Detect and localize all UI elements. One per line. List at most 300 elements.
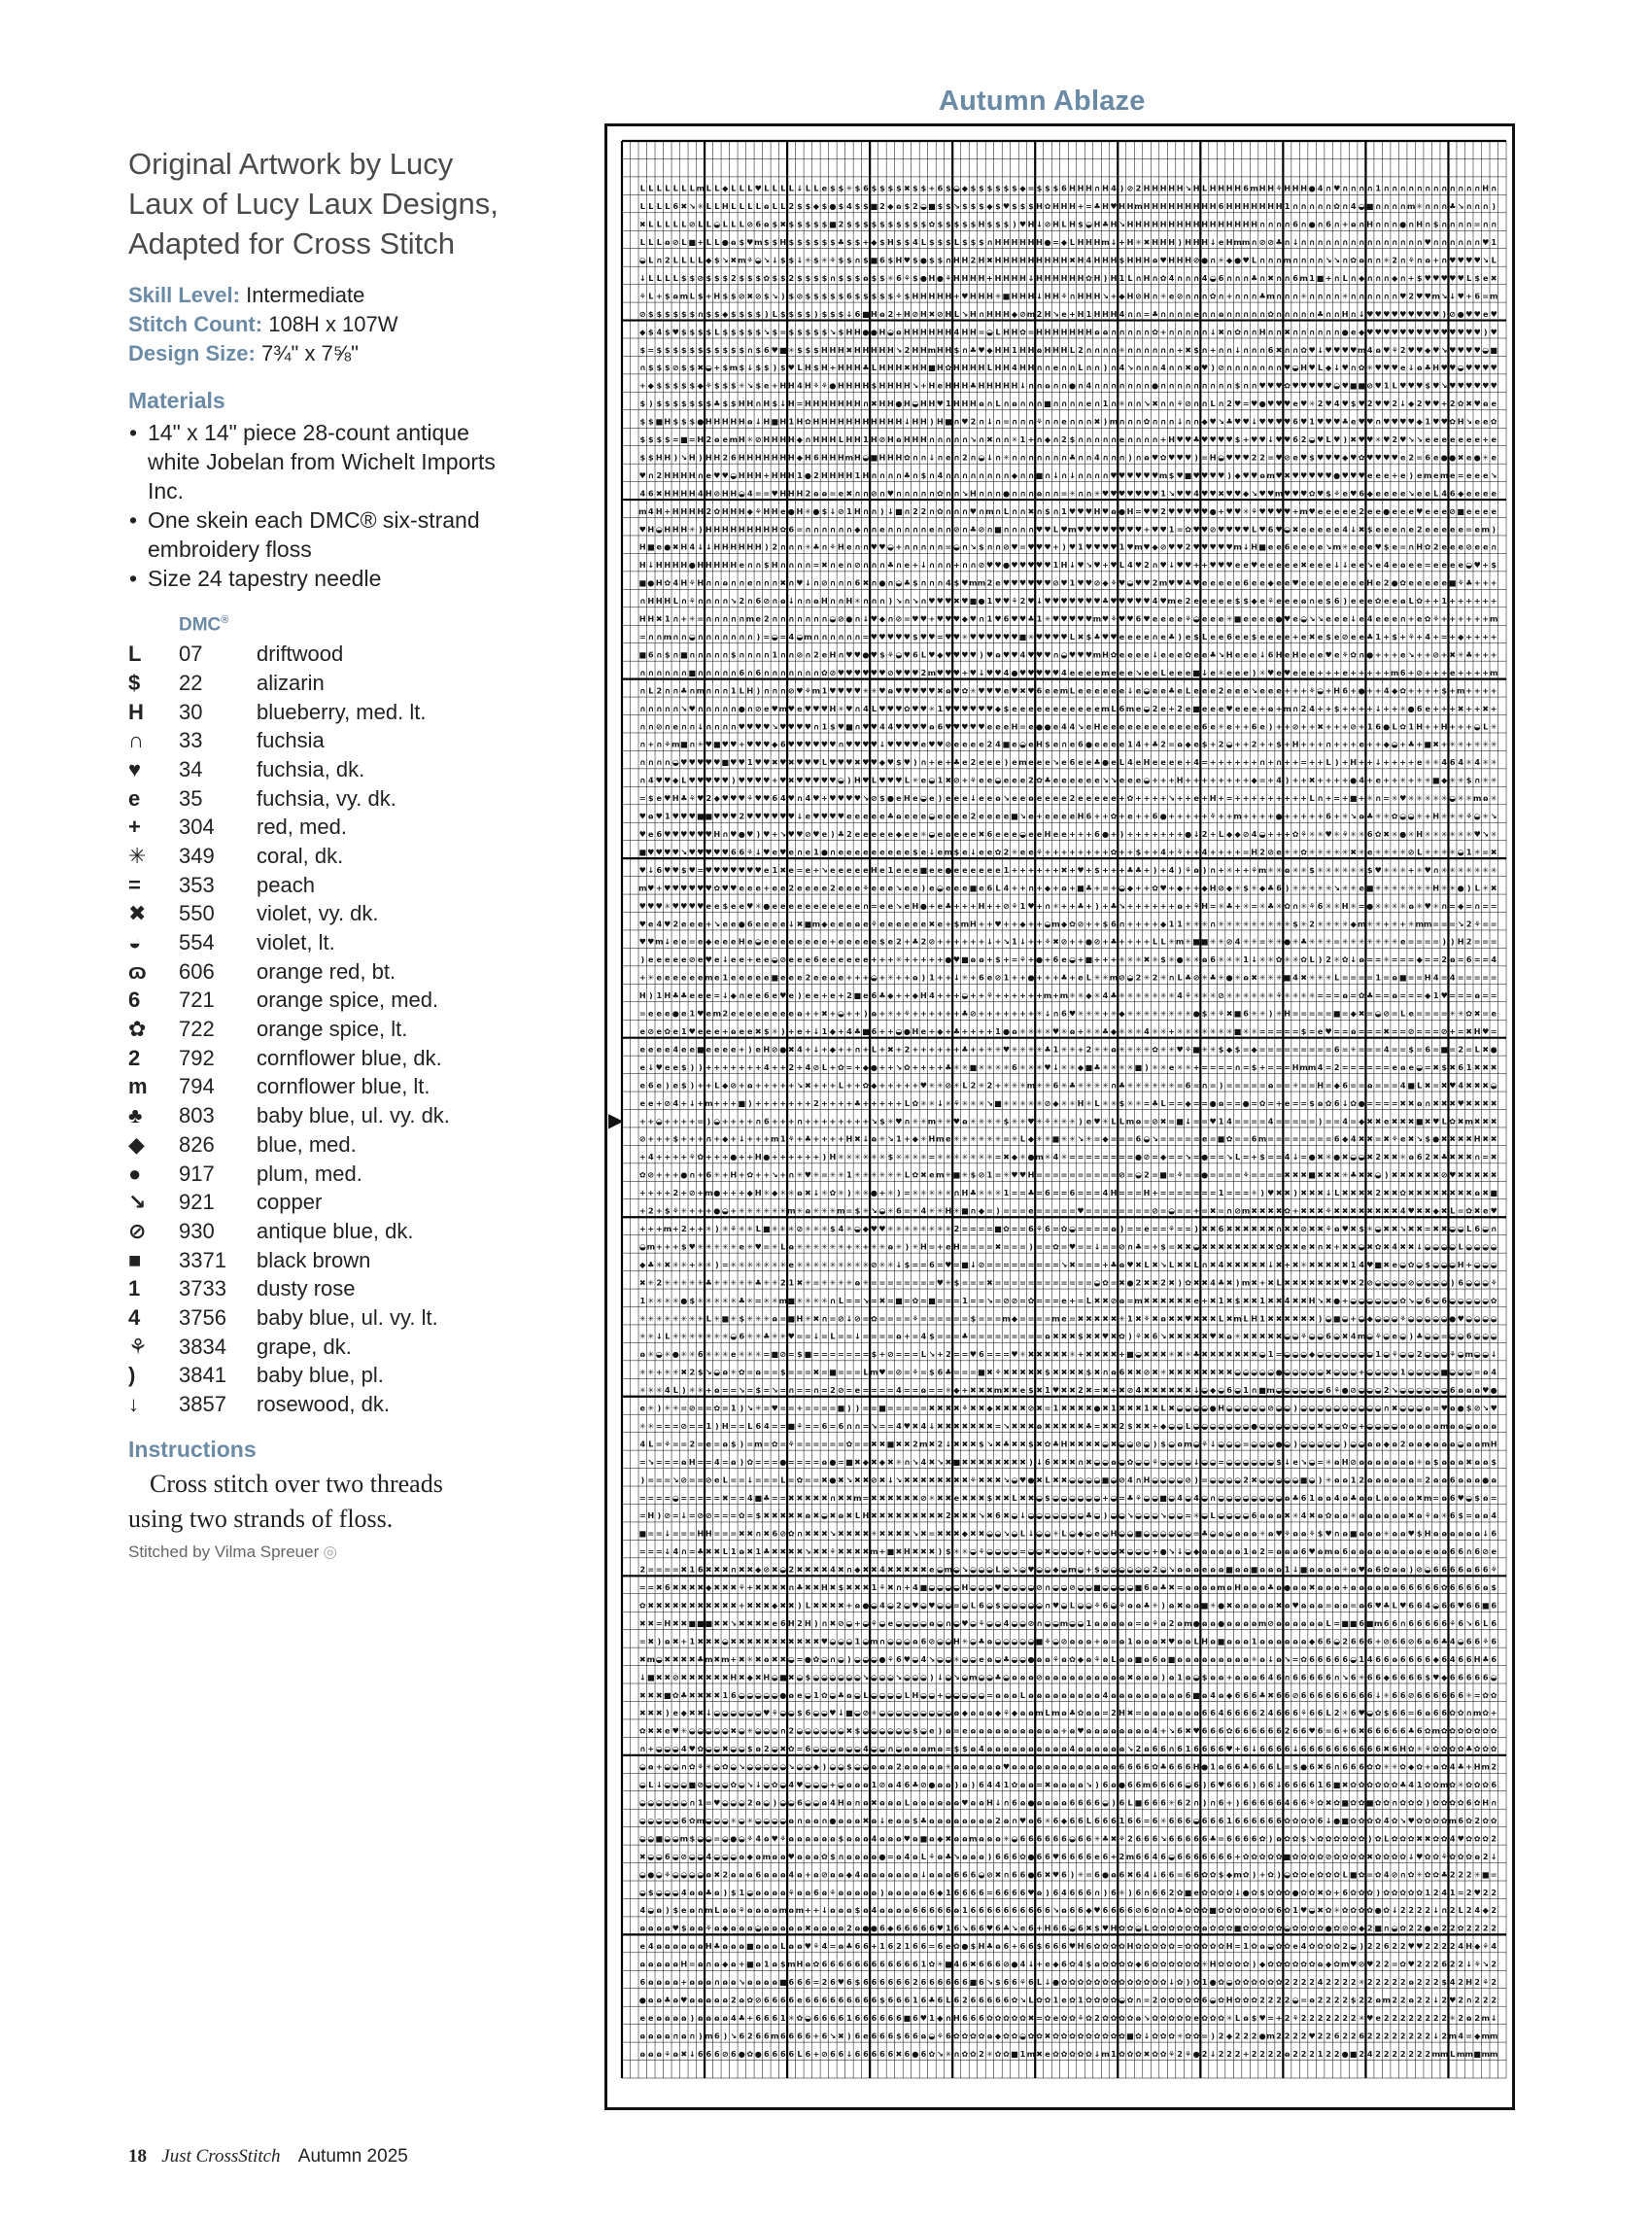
svg-text:∩: ∩ (1432, 201, 1439, 211)
svg-text:⊘: ⊘ (929, 937, 936, 947)
svg-text:✳: ✳ (697, 201, 704, 211)
svg-text:+: + (1432, 596, 1439, 606)
svg-text:H: H (846, 381, 853, 391)
svg-text:⊘: ⊘ (1408, 848, 1415, 857)
svg-text:4: 4 (698, 488, 704, 498)
svg-text:∩: ∩ (1052, 453, 1059, 463)
svg-text:∩: ∩ (1333, 291, 1340, 300)
svg-text:✖: ✖ (821, 560, 828, 570)
svg-text:L: L (714, 184, 719, 193)
svg-text:4: 4 (648, 776, 654, 785)
svg-text:♥: ♥ (1159, 560, 1166, 570)
svg-text:∩: ∩ (1061, 740, 1068, 749)
svg-text:⚘: ⚘ (1209, 812, 1216, 821)
svg-text:ɷ: ɷ (1103, 327, 1109, 336)
svg-text:e: e (797, 901, 803, 911)
svg-text:H: H (1144, 291, 1151, 300)
svg-text:H: H (929, 273, 936, 283)
svg-text:H: H (1003, 381, 1010, 391)
svg-text:∩: ∩ (1135, 417, 1142, 427)
svg-text:∩: ∩ (747, 596, 754, 606)
svg-text:=: = (871, 901, 878, 911)
svg-text:↓: ↓ (846, 309, 853, 319)
svg-text:H: H (846, 434, 853, 444)
svg-text:+: + (656, 291, 663, 300)
svg-text:∩: ∩ (1342, 201, 1349, 211)
svg-text:H: H (763, 524, 770, 534)
svg-text:L: L (872, 363, 877, 372)
svg-text:m: m (638, 506, 646, 516)
svg-text:⚘: ⚘ (887, 650, 894, 660)
svg-text:♥: ♥ (1425, 273, 1431, 283)
svg-text:e: e (987, 973, 993, 983)
svg-text:+: + (639, 381, 646, 391)
svg-text:e: e (979, 883, 984, 892)
svg-text:$: $ (912, 578, 918, 588)
svg-text:♥: ♥ (1317, 488, 1324, 498)
svg-text:2: 2 (813, 470, 819, 480)
svg-text:◆: ◆ (962, 614, 969, 624)
key-color-name: coral, dk. (257, 844, 517, 869)
svg-text:∩: ∩ (755, 578, 762, 588)
svg-text:2: 2 (971, 417, 977, 427)
svg-text:e: e (1136, 757, 1142, 767)
svg-text:$: $ (780, 256, 786, 265)
key-dmc-number: 22 (179, 671, 257, 696)
svg-text:♥: ♥ (1325, 417, 1331, 427)
svg-text:✳: ✳ (1309, 848, 1316, 857)
svg-text:H: H (863, 417, 870, 427)
svg-text:e: e (723, 919, 729, 928)
svg-text:◆: ◆ (1367, 488, 1374, 498)
svg-text:4: 4 (1202, 273, 1208, 283)
svg-text:✿: ✿ (713, 506, 720, 516)
svg-text:●: ● (1069, 381, 1076, 391)
svg-text:♥: ♥ (706, 829, 712, 839)
svg-text:∩: ∩ (714, 721, 721, 731)
svg-text:♥: ♥ (1267, 488, 1274, 498)
svg-text:$: $ (813, 363, 819, 372)
svg-text:+: + (1218, 865, 1224, 875)
svg-text:♥: ♥ (821, 704, 828, 713)
svg-text:♥: ♥ (895, 632, 902, 642)
svg-text:✳: ✳ (1094, 973, 1101, 983)
svg-text:e: e (1243, 668, 1249, 677)
svg-text:L: L (740, 685, 744, 695)
svg-text:=: = (1482, 291, 1489, 300)
svg-text:$: $ (689, 381, 695, 391)
svg-text:1: 1 (797, 470, 803, 480)
svg-text:♥: ♥ (1383, 327, 1390, 336)
svg-text:+: + (1036, 937, 1043, 947)
svg-text:∩: ∩ (1152, 632, 1158, 642)
svg-text:✳: ✳ (1342, 883, 1349, 892)
svg-text:e: e (962, 757, 968, 767)
svg-text:↓: ↓ (788, 919, 795, 928)
svg-text:1: 1 (1020, 901, 1026, 911)
svg-text:∩: ∩ (1019, 453, 1026, 463)
svg-text:H: H (912, 345, 919, 355)
svg-text:∩: ∩ (1177, 309, 1184, 319)
svg-text:e: e (1466, 434, 1472, 444)
svg-text:H: H (1127, 256, 1134, 265)
key-dmc-number: 794 (179, 1074, 257, 1099)
svg-text:e: e (1342, 488, 1348, 498)
svg-text:e: e (1119, 740, 1125, 749)
svg-text:∩: ∩ (1127, 327, 1134, 336)
svg-text:⚘: ⚘ (1251, 506, 1257, 516)
svg-text:↘: ↘ (1465, 417, 1472, 427)
svg-text:◆: ◆ (1201, 883, 1208, 892)
svg-text:e: e (1458, 434, 1463, 444)
svg-text:+: + (1432, 668, 1439, 677)
svg-text:♥: ♥ (1416, 381, 1423, 391)
svg-text:◆: ◆ (887, 201, 894, 211)
svg-text:♥: ♥ (845, 650, 852, 660)
svg-text:♥: ♥ (953, 668, 960, 677)
svg-text:1: 1 (1441, 596, 1447, 606)
svg-text:+: + (1061, 848, 1068, 857)
svg-text:♥: ♥ (697, 757, 704, 767)
svg-text:H: H (1028, 256, 1035, 265)
svg-text:⊘: ⊘ (946, 740, 952, 749)
svg-text:✳: ✳ (1425, 793, 1431, 803)
svg-text:+: + (946, 973, 952, 983)
svg-text:✳: ✳ (887, 273, 894, 283)
instructions-heading: Instructions (128, 1437, 517, 1463)
svg-text:+: + (1085, 848, 1092, 857)
svg-text:e: e (1202, 704, 1208, 713)
svg-text:∩: ∩ (896, 524, 903, 534)
svg-text:e: e (1292, 560, 1298, 570)
svg-text:♥: ♥ (920, 614, 927, 624)
key-symbol: H (128, 700, 179, 725)
svg-text:$: $ (731, 309, 737, 319)
key-symbol: ↓ (128, 1392, 179, 1417)
svg-text:+: + (1408, 757, 1415, 767)
svg-text:✿: ✿ (1399, 578, 1406, 588)
svg-text:●: ● (722, 237, 729, 247)
svg-text:∩: ∩ (1069, 363, 1076, 372)
svg-text:2: 2 (772, 542, 777, 552)
svg-text:+: + (1052, 883, 1059, 892)
svg-text:♥: ♥ (796, 721, 803, 731)
svg-text:e: e (1012, 757, 1017, 767)
svg-text:e: e (1153, 757, 1158, 767)
svg-text:♥: ♥ (1060, 578, 1067, 588)
svg-text:∩: ∩ (1085, 363, 1092, 372)
svg-text:+: + (1474, 704, 1481, 713)
svg-text:1: 1 (1119, 273, 1125, 283)
svg-text:✳: ✳ (1333, 829, 1340, 839)
svg-text:↘: ↘ (680, 704, 687, 713)
svg-text:♥: ♥ (986, 704, 993, 713)
svg-text:∩: ∩ (739, 650, 745, 660)
svg-text:✳: ✳ (1226, 954, 1233, 964)
svg-text:e: e (995, 721, 1001, 731)
svg-text:+: + (953, 901, 960, 911)
svg-text:♥: ♥ (871, 757, 878, 767)
svg-text:✳: ✳ (1392, 901, 1398, 911)
svg-text:$: $ (788, 256, 794, 265)
svg-text:∩: ∩ (739, 632, 745, 642)
svg-text:♥: ♥ (953, 721, 960, 731)
svg-text:L: L (714, 201, 719, 211)
svg-text:♥: ♥ (1474, 399, 1481, 408)
svg-text:■: ■ (1449, 578, 1457, 588)
svg-text:m: m (746, 614, 754, 624)
svg-text:∩: ∩ (672, 704, 679, 713)
svg-text:6: 6 (1292, 273, 1298, 283)
svg-text:H: H (1045, 309, 1051, 319)
svg-text:$: $ (1474, 273, 1480, 283)
svg-text:$: $ (979, 542, 984, 552)
svg-text:): ) (1319, 954, 1323, 964)
key-symbol: $ (128, 671, 179, 696)
svg-text:●: ● (978, 596, 984, 606)
svg-text:♥: ♥ (1192, 542, 1199, 552)
svg-text:6: 6 (1078, 740, 1084, 749)
svg-text:$: $ (1094, 865, 1100, 875)
svg-text:$: $ (855, 220, 861, 229)
svg-text:+: + (1458, 721, 1464, 731)
svg-text:$: $ (846, 237, 852, 247)
svg-text:H: H (1036, 327, 1043, 336)
svg-text:↘: ↘ (1085, 560, 1092, 570)
svg-text:e: e (1193, 596, 1199, 606)
svg-text:2: 2 (1367, 399, 1373, 408)
svg-text:♥: ♥ (730, 757, 737, 767)
svg-text:L: L (1119, 757, 1124, 767)
svg-text:H: H (706, 417, 712, 427)
svg-text:H: H (772, 453, 778, 463)
svg-text:♣: ♣ (1168, 632, 1175, 642)
svg-text:◒: ◒ (978, 453, 984, 463)
svg-text:♣: ♣ (1209, 650, 1216, 660)
svg-text:⚘: ⚘ (1275, 184, 1282, 193)
svg-text:e: e (714, 954, 720, 964)
svg-text:H: H (879, 327, 886, 336)
svg-text:1: 1 (1012, 937, 1017, 947)
svg-text:e: e (912, 883, 918, 892)
svg-text:∩: ∩ (1317, 201, 1324, 211)
svg-text:+: + (1465, 668, 1472, 677)
svg-text:H: H (863, 381, 870, 391)
svg-text:e: e (888, 901, 894, 911)
svg-text:$: $ (954, 345, 960, 355)
svg-text:↘: ↘ (970, 434, 977, 444)
svg-text:+: + (1317, 812, 1324, 821)
chart-title: Autumn Ablaze (939, 86, 1146, 118)
svg-text:$: $ (1020, 201, 1026, 211)
svg-text:✖: ✖ (846, 488, 853, 498)
svg-text:∩: ∩ (838, 632, 844, 642)
svg-text:♥: ♥ (937, 399, 944, 408)
svg-text:✿: ✿ (1300, 848, 1307, 857)
svg-text:+: + (1292, 506, 1299, 516)
svg-text:6: 6 (1342, 685, 1348, 695)
svg-text:+: + (1028, 434, 1035, 444)
svg-text:■: ■ (1258, 542, 1266, 552)
svg-text:$: $ (739, 273, 744, 283)
svg-text:♥: ♥ (1383, 309, 1390, 319)
svg-text:L: L (756, 201, 761, 211)
svg-text:♥: ♥ (1425, 399, 1431, 408)
svg-text:✳: ✳ (1185, 954, 1191, 964)
svg-text:2: 2 (1252, 453, 1257, 463)
svg-text:m: m (928, 345, 936, 355)
svg-text:∩: ∩ (1210, 865, 1217, 875)
svg-text:♥: ♥ (755, 776, 762, 785)
svg-text:∩: ∩ (1441, 220, 1448, 229)
svg-text:♥: ♥ (722, 883, 729, 892)
svg-text:+: + (813, 865, 820, 875)
svg-text:●: ● (1259, 399, 1266, 408)
svg-text:⊘: ⊘ (1061, 937, 1068, 947)
svg-text:1: 1 (1243, 954, 1249, 964)
svg-text:∩: ∩ (896, 560, 903, 570)
svg-text:∩: ∩ (1226, 381, 1233, 391)
svg-text:e: e (1384, 524, 1390, 534)
svg-text:H: H (1069, 184, 1076, 193)
svg-text:✖: ✖ (986, 434, 993, 444)
svg-text:$: $ (656, 345, 662, 355)
svg-text:✳: ✳ (1185, 919, 1191, 928)
svg-text:✳: ✳ (1458, 829, 1464, 839)
svg-text:): ) (1442, 937, 1446, 947)
svg-text:$: $ (731, 291, 737, 300)
svg-text:◆: ◆ (1152, 542, 1158, 552)
svg-text:H: H (788, 381, 795, 391)
svg-text:e: e (1425, 434, 1430, 444)
svg-text:e: e (1433, 524, 1439, 534)
svg-text:♥: ♥ (1465, 381, 1472, 391)
svg-text:↓: ↓ (697, 542, 704, 552)
svg-text:m: m (1424, 470, 1431, 480)
svg-text:∩: ∩ (1094, 184, 1101, 193)
svg-text:+: + (1201, 793, 1208, 803)
svg-text:e: e (1202, 614, 1208, 624)
svg-text:m: m (655, 937, 663, 947)
svg-text:e: e (1285, 560, 1291, 570)
svg-text:♥: ♥ (1425, 309, 1431, 319)
svg-text:e: e (1004, 812, 1010, 821)
svg-text:♥: ♥ (664, 919, 671, 928)
svg-text:∩: ∩ (722, 829, 729, 839)
svg-text:e: e (846, 865, 852, 875)
svg-text:H: H (1019, 291, 1026, 300)
svg-text:m: m (1457, 685, 1464, 695)
svg-text:1: 1 (731, 685, 737, 695)
svg-text:∩: ∩ (1152, 434, 1158, 444)
svg-text:m: m (1093, 614, 1101, 624)
svg-text:=: = (1085, 201, 1092, 211)
svg-text:e: e (1235, 668, 1241, 677)
svg-text:∩: ∩ (722, 596, 729, 606)
svg-text:L: L (780, 184, 785, 193)
svg-text:+: + (1375, 740, 1382, 749)
svg-text:2: 2 (672, 919, 678, 928)
svg-text:+: + (929, 757, 936, 767)
svg-text:=: = (1449, 919, 1456, 928)
svg-text:♥: ♥ (878, 668, 885, 677)
svg-text:∩: ∩ (904, 596, 911, 606)
svg-text:1: 1 (772, 650, 777, 660)
svg-text:◆: ◆ (821, 919, 828, 928)
svg-text:+: + (772, 381, 778, 391)
svg-text:e: e (879, 901, 885, 911)
svg-text:H: H (647, 614, 654, 624)
svg-text:e: e (1144, 721, 1150, 731)
svg-text:e: e (1466, 488, 1472, 498)
svg-text:●: ● (812, 506, 819, 516)
svg-text:=: = (1333, 937, 1340, 947)
svg-text:$: $ (689, 363, 695, 372)
svg-text:✳: ✳ (1359, 848, 1365, 857)
svg-text:$: $ (1012, 184, 1017, 193)
svg-text:✳: ✳ (1432, 901, 1439, 911)
svg-text:⊘: ⊘ (912, 309, 919, 319)
svg-text:♣: ♣ (1102, 596, 1109, 606)
svg-text:H: H (664, 470, 671, 480)
svg-text:◆: ◆ (722, 309, 729, 319)
svg-text:): ) (831, 829, 835, 839)
svg-text:1: 1 (1061, 506, 1067, 516)
svg-text:♥: ♥ (1465, 327, 1472, 336)
svg-text:): ) (781, 291, 785, 300)
svg-text:L: L (1409, 596, 1414, 606)
svg-text:◒: ◒ (1143, 776, 1150, 785)
svg-text:✳: ✳ (1325, 883, 1332, 892)
svg-text:ɷ: ɷ (1193, 363, 1199, 372)
svg-text:↓: ↓ (1408, 363, 1415, 372)
svg-text:H: H (846, 470, 853, 480)
svg-text:6: 6 (1119, 704, 1125, 713)
svg-text:+: + (1218, 506, 1224, 516)
svg-text:∩: ∩ (1003, 470, 1010, 480)
svg-text:∩: ∩ (1019, 470, 1026, 480)
svg-text:+: + (1078, 829, 1084, 839)
svg-text:♥: ♥ (1176, 453, 1183, 463)
svg-text:♥: ♥ (1275, 524, 1282, 534)
svg-text:$: $ (1334, 704, 1340, 713)
svg-text:$: $ (830, 237, 836, 247)
svg-text:↓: ↓ (639, 273, 646, 283)
svg-text:∩: ∩ (1300, 201, 1307, 211)
svg-text:+: + (1119, 865, 1125, 875)
svg-text:✳: ✳ (1218, 954, 1224, 964)
svg-text:∩: ∩ (953, 453, 960, 463)
svg-text:H: H (995, 345, 1002, 355)
svg-text:6: 6 (1425, 453, 1430, 463)
svg-text:⊘: ⊘ (1160, 542, 1167, 552)
svg-text:e: e (1425, 578, 1430, 588)
svg-text:H: H (1416, 721, 1423, 731)
svg-text:4: 4 (1342, 524, 1348, 534)
svg-text:H: H (979, 273, 985, 283)
key-color-name: fuchsia, vy. dk. (257, 786, 517, 812)
svg-text:ɷ: ɷ (896, 327, 902, 336)
svg-text:∩: ∩ (780, 614, 787, 624)
svg-text:∩: ∩ (904, 506, 911, 516)
svg-text:♥: ♥ (1432, 273, 1439, 283)
svg-text:H: H (1028, 237, 1035, 247)
svg-text:∩: ∩ (788, 614, 795, 624)
svg-text:♥: ♥ (1036, 650, 1043, 660)
svg-text:+: + (1144, 793, 1151, 803)
svg-text:+: + (1441, 399, 1448, 408)
svg-text:e: e (690, 973, 696, 983)
